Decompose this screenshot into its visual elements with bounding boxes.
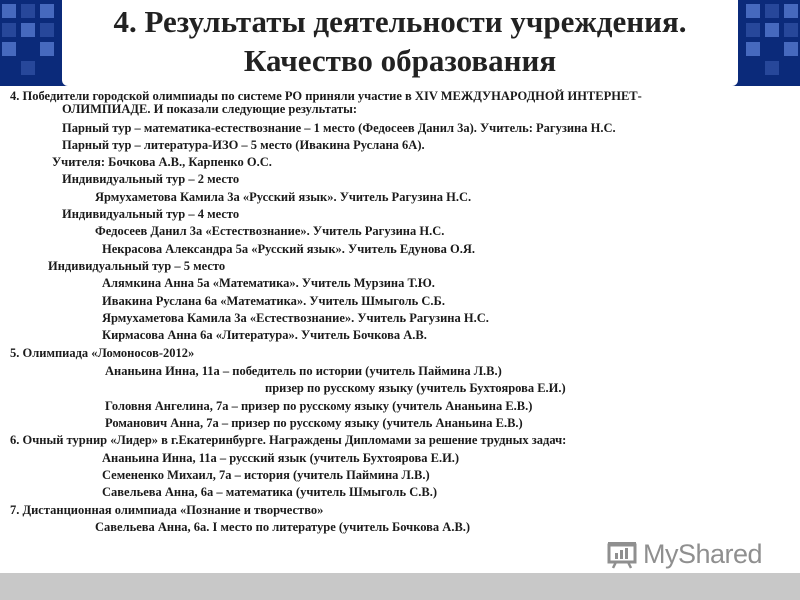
text-line-26: Савельева Анна, 6а. I место по литературе (учитель Бочкова А.В.): [95, 520, 471, 534]
text-line-6: Индивидуальный тур – 2 место: [62, 172, 240, 186]
text-line-18: призер по русскому языку (учитель Бухтоярова Е.И.): [265, 381, 566, 395]
text-line-17: Ананьина Инна, 11а – победитель по истории (учитель Паймина Л.В.): [105, 364, 502, 378]
text-line-12: Алямкина Анна 5а «Математика». Учитель Мурзина Т.Ю.: [102, 276, 435, 290]
watermark-text: MyShared: [643, 538, 763, 569]
text-line-25: 7. Дистанционная олимпиада «Познание и творчество»: [10, 503, 324, 517]
text-line-4: Парный тур – литература-ИЗО – 5 место (Ивакина Руслана 6А).: [62, 138, 425, 152]
text-line-15: Кирмасова Анна 6а «Литература». Учитель Бочкова А.В.: [102, 328, 427, 342]
text-line-1: 4. Победители городской олимпиады по системе РО приняли участие в XIV МЕЖДУНАРОДНОЙ ИНТЕРНЕТ-: [10, 89, 642, 103]
myshared-watermark: [607, 536, 762, 572]
text-line-16: 5. Олимпиада «Ломоносов-2012»: [10, 346, 195, 360]
text-line-21: 6. Очный турнир «Лидер» в г.Екатеринбурге. Награждены Дипломами за решение трудных задач:: [10, 433, 567, 447]
text-line-5: Учителя: Бочкова А.В., Карпенко О.С.: [52, 155, 272, 169]
text-line-9: Федосеев Данил 3а «Естествознание». Учитель Рагузина Н.С.: [95, 224, 445, 238]
text-line-10: Некрасова Александра 5а «Русский язык». Учитель Едунова О.Я.: [102, 242, 476, 256]
text-line-3: Парный тур – математика-естествознание – 1 место (Федосеев Данил 3а). Учитель: Рагузина Н.С.: [62, 121, 616, 135]
footer-bar: [0, 573, 800, 600]
text-line-13: Ивакина Руслана 6а «Математика». Учитель Шмыголь С.Б.: [102, 294, 445, 308]
presentation-board-icon: [607, 539, 637, 569]
slide-title-line-2: Качество образования: [243, 43, 557, 78]
text-line-19: Головня Ангелина, 7а – призер по русскому языку (учитель Ананьина Е.В.): [105, 399, 533, 413]
text-line-11: Индивидуальный тур – 5 место: [48, 259, 226, 273]
slide-title-line-1: 4. Результаты деятельности учреждения.: [113, 4, 687, 39]
text-line-14: Ярмухаметова Камила 3а «Естествознание». Учитель Рагузина Н.С.: [102, 311, 489, 325]
text-line-8: Индивидуальный тур – 4 место: [62, 207, 240, 221]
text-line-23: Семененко Михаил, 7а – история (учитель Паймина Л.В.): [102, 468, 430, 482]
text-line-24: Савельева Анна, 6а – математика (учитель Шмыголь С.В.): [102, 485, 438, 499]
text-line-7: Ярмухаметова Камила 3а «Русский язык». Учитель Рагузина Н.С.: [95, 190, 472, 204]
text-line-20: Романович Анна, 7а – призер по русскому языку (учитель Ананьина Е.В.): [105, 416, 523, 430]
text-line-22: Ананьина Инна, 11а – русский язык (учитель Бухтоярова Е.И.): [102, 451, 460, 465]
text-line-2: ОЛИМПИАДЕ. И показали следующие результаты:: [62, 102, 358, 116]
